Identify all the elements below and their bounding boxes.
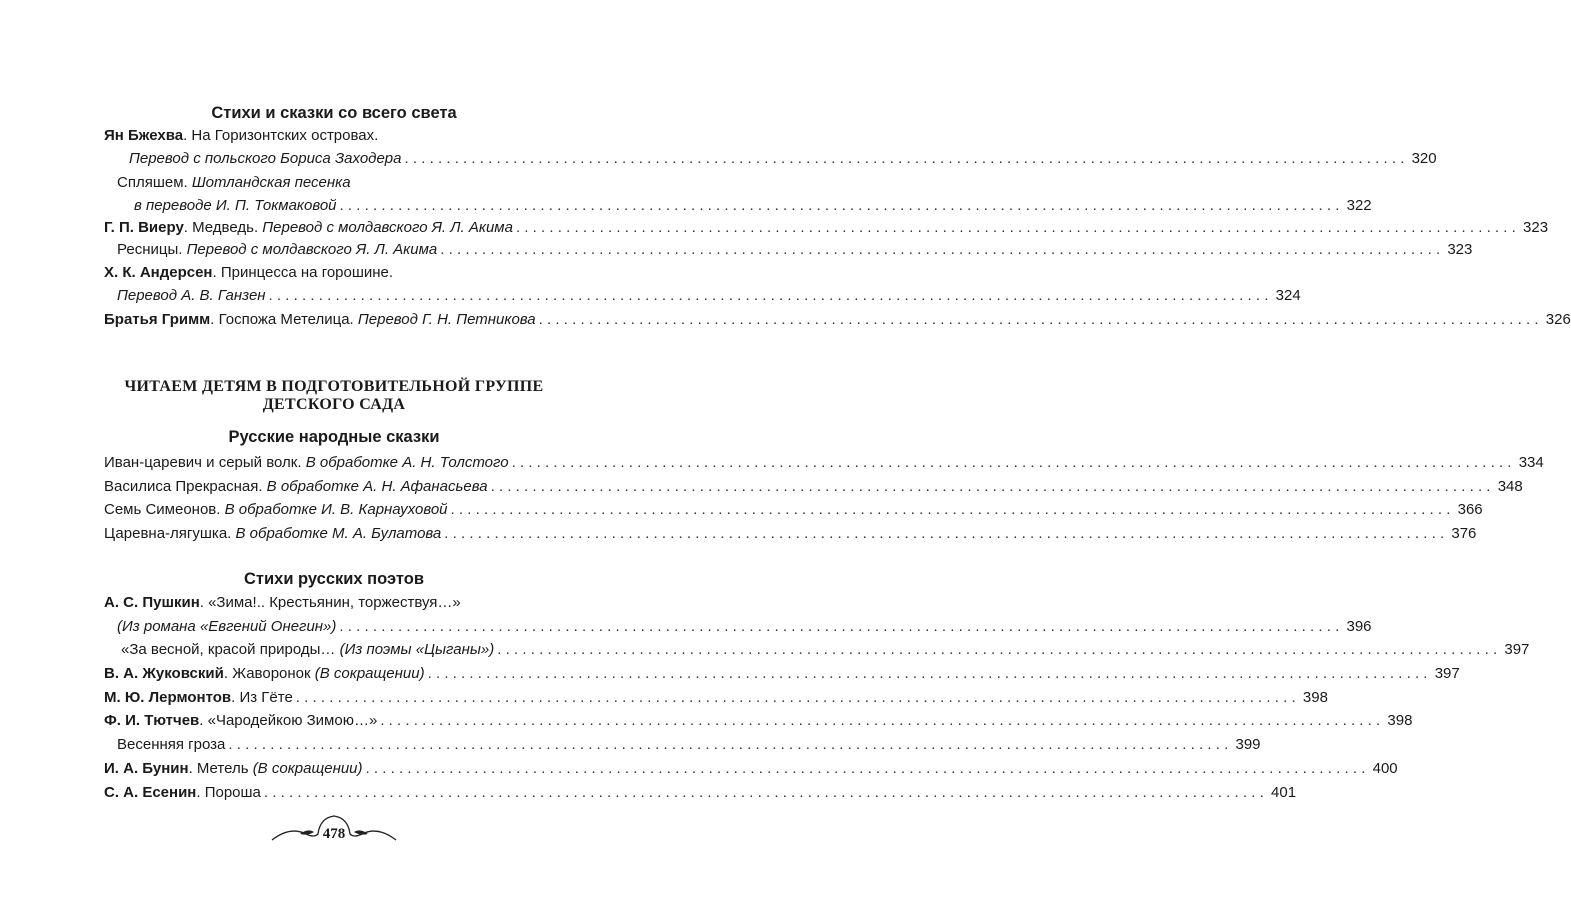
entry-author: С. А. Есенин (104, 784, 197, 801)
toc-entry[interactable] (104, 688, 1328, 708)
entry-page: 334 (1518, 454, 1544, 471)
section-heading: Стихи русских поэтов (244, 570, 424, 588)
dot-leader: ........................................................................................................................ (268, 287, 1273, 304)
entry-title (104, 593, 461, 613)
entry-note: (В сокращении) (252, 760, 363, 777)
entry-title (104, 263, 393, 283)
dot-leader: ........................................................................................................................ (515, 219, 1521, 236)
part-title-line: ЧИТАЕМ ДЕТЯМ В ПОДГОТОВИТЕЛЬНОЙ ГРУППЕ (124, 378, 544, 395)
entry-note: Перевод с молдавского Я. Л. Акима (262, 219, 513, 236)
entry-title (104, 711, 377, 731)
part-title (0, 378, 668, 414)
dot-leader: ........................................................................................................................ (339, 197, 1344, 214)
toc-entry[interactable] (104, 218, 1549, 238)
entry-page: 397 (1504, 641, 1530, 658)
entry-text: Царевна-лягушка. (104, 525, 236, 542)
entry-text: . Пороша (196, 784, 261, 801)
entry-title (104, 524, 441, 544)
section-heading: Русские народные сказки (228, 428, 440, 446)
toc-entry[interactable] (121, 640, 1530, 660)
dot-leader: ........................................................................................................................ (440, 241, 1445, 258)
toc-entry (117, 173, 351, 193)
entry-page: 323 (1447, 241, 1473, 258)
dot-leader: ........................................................................................................................ (295, 689, 1300, 706)
toc-entry[interactable] (104, 453, 1544, 473)
entry-note: В обработке И. В. Карнауховой (224, 501, 448, 518)
entry-author: М. Ю. Лермонтов (104, 689, 232, 706)
entry-note: В обработке А. Н. Толстого (305, 454, 509, 471)
toc-entry (104, 263, 393, 283)
entry-title (104, 477, 488, 497)
dot-leader: ........................................................................................................................ (444, 525, 1449, 542)
entry-author: А. С. Пушкин (104, 594, 200, 611)
entry-title (117, 173, 351, 193)
entry-title (117, 240, 437, 260)
dot-leader: ........................................................................................................................ (450, 501, 1455, 518)
entry-page: 399 (1235, 736, 1261, 753)
entry-note: В обработке М. А. Булатова (235, 525, 442, 542)
entry-note: Перевод с польского Бориса Заходера (129, 150, 402, 167)
entry-page: 401 (1271, 784, 1297, 801)
entry-text: Весенняя гроза (117, 736, 226, 753)
entry-title (104, 453, 509, 473)
entry-note: (В сокращении) (314, 665, 425, 682)
entry-text: . «Зима!.. Крестьянин, торжествуя…» (199, 594, 461, 611)
entry-title (104, 664, 425, 684)
entry-text: Ресницы. (117, 241, 187, 258)
entry-note: (Из поэмы «Цыганы») (339, 641, 495, 658)
entry-title (104, 500, 448, 520)
entry-note: в переводе И. П. Токмаковой (134, 197, 337, 214)
entry-note: В обработке А. Н. Афанасьева (266, 478, 488, 495)
entry-author: И. А. Бунин (104, 760, 189, 777)
dot-leader: ........................................................................................................................ (263, 784, 1269, 801)
entry-title (104, 310, 536, 330)
entry-note: Перевод А. В. Ганзен (117, 287, 266, 304)
entry-page: 396 (1346, 618, 1372, 635)
entry-page: 400 (1372, 760, 1398, 777)
entry-page: 366 (1457, 501, 1483, 518)
entry-author: Ф. И. Тютчев (104, 712, 200, 729)
entry-author: В. А. Жуковский (104, 665, 224, 682)
part-title-line: ДЕТСКОГО САДА (262, 396, 406, 413)
toc-entry[interactable] (104, 759, 1398, 779)
entry-title (134, 196, 337, 216)
entry-page: 326 (1545, 311, 1571, 328)
toc-entry[interactable] (117, 735, 1261, 755)
dot-leader: ........................................................................................................................ (404, 150, 1409, 167)
entry-text: Василиса Прекрасная. (104, 478, 267, 495)
entry-author: Х. К. Андерсен (104, 264, 213, 281)
entry-text: . Принцесса на горошине. (212, 264, 394, 281)
entry-author: Г. П. Виеру (104, 219, 184, 236)
entry-author: Братья Гримм (104, 311, 211, 328)
entry-text: «За весной, красой природы… (121, 641, 340, 658)
entry-title (104, 783, 261, 803)
entry-text: Семь Симеонов. (104, 501, 225, 518)
entry-text: Спляшем. (117, 174, 192, 191)
page-number: 478 (322, 826, 346, 842)
entry-text: . Жаворонок (223, 665, 315, 682)
entry-title (104, 759, 363, 779)
entry-note: Шотландская песенка (191, 174, 351, 191)
toc-entry[interactable] (104, 711, 1413, 731)
entry-title (129, 149, 401, 169)
entry-page: 397 (1434, 665, 1460, 682)
dot-leader: ........................................................................................................................ (490, 478, 1495, 495)
dot-leader: ........................................................................................................................ (427, 665, 1432, 682)
entry-note: Перевод Г. Н. Петникова (357, 311, 536, 328)
entry-title (117, 735, 225, 755)
entry-text: . На Горизонтских островах. (183, 127, 379, 144)
entry-text: . Метель (188, 760, 253, 777)
entry-title (104, 218, 513, 238)
toc-entry (104, 126, 378, 146)
toc-entry[interactable] (104, 664, 1460, 684)
toc-entry[interactable] (134, 196, 1372, 216)
entry-title (117, 617, 336, 637)
dot-leader: ........................................................................................................................ (380, 712, 1385, 729)
entry-title (117, 286, 266, 306)
entry-note: (Из романа «Евгений Онегин») (117, 618, 337, 635)
entry-page: 348 (1497, 478, 1523, 495)
dot-leader: ........................................................................................................................ (511, 454, 1516, 471)
dot-leader: ........................................................................................................................ (339, 618, 1344, 635)
toc-entry[interactable] (117, 617, 1372, 637)
entry-title (104, 126, 378, 146)
toc-entry[interactable] (117, 240, 1473, 260)
toc-entry[interactable] (104, 500, 1483, 520)
entry-text: . Госпожа Метелица. (210, 311, 358, 328)
toc-entry[interactable] (117, 286, 1301, 306)
entry-title (104, 688, 293, 708)
toc-entry[interactable] (104, 783, 1297, 803)
entry-page: 398 (1302, 689, 1328, 706)
entry-text: . «Чародейкою Зимою…» (199, 712, 378, 729)
toc-entry[interactable] (104, 477, 1523, 497)
entry-author: Ян Бжехва (104, 127, 184, 144)
dot-leader: ........................................................................................................................ (365, 760, 1370, 777)
toc-entry[interactable] (104, 310, 1571, 330)
toc-entry[interactable] (129, 149, 1437, 169)
dot-leader: ........................................................................................................................ (497, 641, 1502, 658)
entry-text: . Из Гёте (231, 689, 293, 706)
entry-title (121, 640, 494, 660)
entry-page: 324 (1275, 287, 1301, 304)
entry-page: 320 (1411, 150, 1437, 167)
entry-text: . Медведь. (183, 219, 263, 236)
dot-leader: ........................................................................................................................ (228, 736, 1233, 753)
toc-entry[interactable] (104, 524, 1477, 544)
toc-entry (104, 593, 461, 613)
entry-note: Перевод с молдавского Я. Л. Акима (186, 241, 438, 258)
section-heading: Стихи и сказки со всего света (211, 104, 457, 122)
entry-text: Иван-царевич и серый волк. (104, 454, 306, 471)
entry-page: 322 (1346, 197, 1372, 214)
entry-page: 398 (1387, 712, 1413, 729)
entry-page: 376 (1451, 525, 1477, 542)
dot-leader: ........................................................................................................................ (538, 311, 1543, 328)
entry-page: 323 (1523, 219, 1549, 236)
